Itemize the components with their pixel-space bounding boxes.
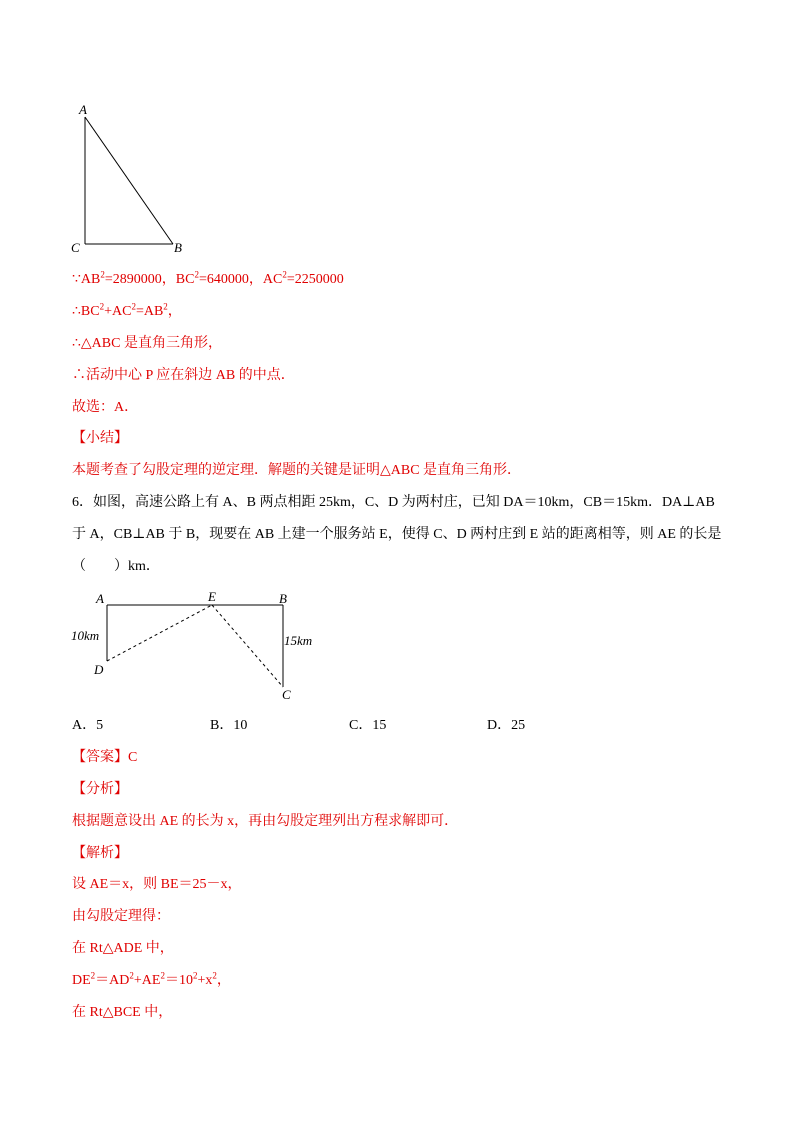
- explanation-line-1: 设 AE＝x，则 BE＝25－x，: [72, 877, 242, 892]
- question-6-line-3: （ ）km．: [72, 559, 160, 574]
- solution-line-3: ∴△ABC 是直角三角形，: [72, 336, 222, 351]
- segment-de: [107, 605, 212, 661]
- answer-heading: 【答案】: [72, 750, 128, 765]
- term-ten: ＝10: [164, 973, 193, 988]
- vertex-a-label: A: [79, 102, 87, 117]
- exponent: 2: [192, 970, 198, 981]
- term-ac: +AC: [104, 304, 132, 319]
- solution-line-2: [72, 303, 182, 321]
- exponent: 2: [163, 301, 168, 312]
- option-b[interactable]: B．10: [210, 718, 248, 733]
- term-de: DE: [72, 973, 91, 988]
- term-bc: BC: [175, 272, 195, 287]
- exponent: 2: [131, 301, 136, 312]
- explanation-line-4: [72, 972, 231, 990]
- solution-line-5: 故选：A．: [72, 400, 139, 415]
- exponent: 2: [160, 970, 165, 981]
- exponent: 2: [282, 269, 287, 280]
- length-cb-label: 15km: [284, 633, 313, 648]
- point-d-label: D: [94, 662, 104, 677]
- point-b-label: B: [279, 591, 287, 606]
- analysis-text: 根据题意设出 AE 的长为 x，再由勾股定理列出方程求解即可．: [72, 814, 459, 829]
- punctuation: ，: [167, 304, 182, 319]
- term-x: +x: [197, 973, 213, 988]
- punctuation: ，: [216, 973, 231, 988]
- exponent: 2: [99, 301, 105, 312]
- question-6-line-2: 于 A，CB⊥AB 于 B，现要在 AB 上建一个服务站 E，使得 C、D 两村庄到 E 站的距离相等，则 AE 的长是: [72, 527, 722, 542]
- term-ae: +AE: [133, 973, 161, 988]
- question-6-line-1: 6．如图，高速公路上有 A、B 两点相距 25km，C、D 为两村庄，已知 DA＝10km，CB＝15km．DA⊥AB: [72, 495, 715, 510]
- answer-line: [72, 749, 137, 767]
- explanation-heading: 【解析】: [72, 846, 128, 861]
- term-ad: ＝AD: [95, 973, 130, 988]
- exponent: 2: [129, 970, 134, 981]
- option-c[interactable]: C．15: [349, 718, 387, 733]
- side-ab: [85, 117, 173, 244]
- triangle-figure: [60, 100, 200, 260]
- point-e-label: E: [208, 589, 216, 604]
- point-a-label: A: [96, 591, 104, 606]
- highway-figure: [60, 585, 330, 705]
- exponent: 2: [100, 269, 105, 280]
- summary-text: 本题考查了勾股定理的逆定理．解题的关键是证明△ABC 是直角三角形．: [72, 463, 522, 478]
- term-bc: ∴BC: [72, 304, 100, 319]
- answer-value: C: [128, 750, 138, 765]
- solution-line-1: [72, 271, 344, 289]
- point-c-label: C: [282, 687, 291, 702]
- explanation-line-5: 在 Rt△BCE 中，: [72, 1005, 173, 1020]
- exponent: 2: [212, 970, 217, 981]
- exponent: 2: [90, 970, 96, 981]
- solution-line-4: ∴活动中心 P 应在斜边 AB 的中点．: [72, 368, 295, 383]
- option-d[interactable]: D．25: [487, 718, 526, 733]
- term-ab: =AB: [135, 304, 164, 319]
- term-ab: AB: [80, 272, 101, 287]
- value-ab: =2890000，: [104, 272, 176, 287]
- option-a[interactable]: A．5: [72, 718, 104, 733]
- exponent: 2: [194, 269, 199, 280]
- vertex-c-label: C: [71, 240, 80, 255]
- value-ac: =2250000: [286, 272, 344, 287]
- value-bc: =640000，: [198, 272, 263, 287]
- segment-ec: [212, 605, 283, 687]
- term-ac: AC: [262, 272, 283, 287]
- analysis-heading: 【分析】: [72, 782, 128, 797]
- explanation-line-2: 由勾股定理得：: [72, 909, 170, 924]
- summary-heading: 【小结】: [72, 431, 128, 446]
- because-symbol: ∵: [72, 272, 81, 287]
- explanation-line-3: 在 Rt△ADE 中，: [72, 941, 174, 956]
- vertex-b-label: B: [174, 240, 182, 255]
- length-da-label: 10km: [71, 628, 100, 643]
